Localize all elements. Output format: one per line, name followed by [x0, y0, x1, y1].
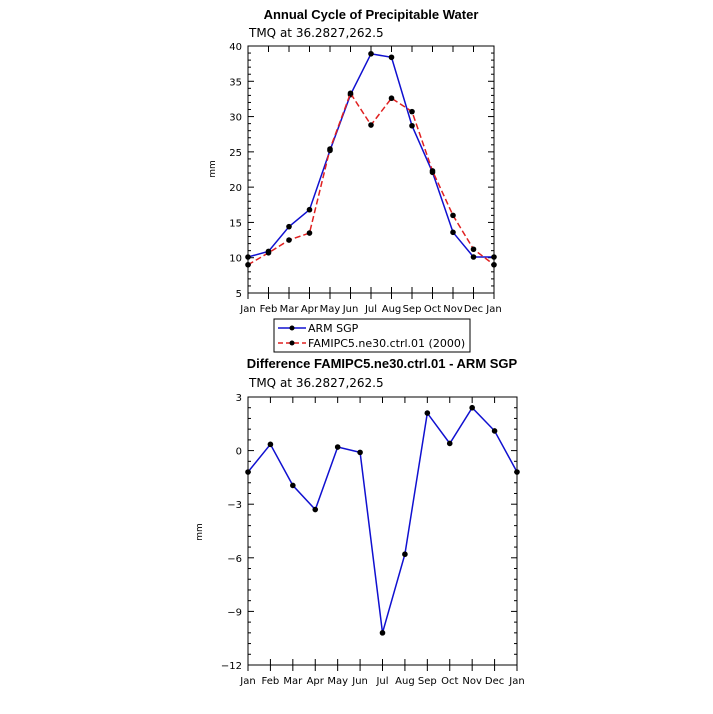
- chart1-xtick-label: Dec: [463, 304, 484, 315]
- chart1-xtick-label: Nov: [443, 304, 463, 315]
- chart1-series-1-point: [307, 207, 313, 213]
- chart2-xtick-label: Nov: [462, 676, 482, 687]
- legend-label-series-2: FAMIPC5.ne30.ctrl.01 (2000): [308, 337, 466, 350]
- chart1-ytick-label: 25: [229, 147, 242, 159]
- chart2-series-1-point: [357, 450, 363, 456]
- chart2-xtick-label: Apr: [306, 676, 324, 687]
- chart2-series-1-point: [335, 444, 341, 450]
- chart2-series-1-point: [447, 441, 453, 447]
- chart1-series-1-point: [491, 254, 497, 260]
- chart2-subtitle: TMQ at 36.2827,262.5: [249, 376, 384, 390]
- chart2-series-1-point: [380, 630, 386, 636]
- chart1-ylabel: mm: [208, 160, 218, 178]
- chart1-series-1-point: [245, 254, 251, 260]
- chart2-series-1-point: [469, 405, 475, 411]
- chart1-frame: [248, 46, 494, 293]
- chart1-series-1-point: [450, 230, 456, 236]
- chart1-series-2-point: [491, 262, 497, 268]
- chart2-plot: [221, 393, 525, 687]
- chart2-xtick-label: Jan: [240, 676, 256, 687]
- chart2-xtick-label: Jan: [509, 676, 525, 687]
- chart1-ytick-label: 15: [229, 218, 242, 230]
- chart2-series-1-point: [290, 483, 296, 489]
- chart2-series-1-point: [312, 507, 318, 513]
- chart2-series-1-point: [402, 551, 408, 557]
- chart1-xtick-label: Mar: [279, 304, 299, 315]
- chart2-xtick-label: Dec: [484, 676, 505, 687]
- chart1-series-2-point: [348, 90, 354, 96]
- chart1-ytick-label: 35: [229, 77, 242, 89]
- chart2-series-1-point: [245, 469, 251, 475]
- chart1-ytick-label: 40: [229, 42, 242, 53]
- chart1-series-2-line: [248, 93, 494, 264]
- chart1-series-2-point: [286, 237, 292, 243]
- chart1-ytick-label: 20: [229, 183, 242, 195]
- legend-marker-series-2: [290, 341, 295, 346]
- chart1-legend: [274, 319, 470, 352]
- chart2-ytick-label: 3: [235, 393, 242, 404]
- chart1-series-2-point: [327, 146, 333, 152]
- chart1-subtitle: TMQ at 36.2827,262.5: [249, 26, 384, 40]
- chart2-ylabel: mm: [195, 523, 205, 541]
- legend-marker-series-1: [290, 326, 295, 331]
- legend-label-series-1: ARM SGP: [308, 322, 359, 335]
- chart1-series-2-point: [307, 230, 313, 236]
- chart1-series-1-point: [471, 254, 477, 260]
- chart1-plot: [229, 42, 501, 315]
- chart2-xtick-label: Jun: [352, 676, 368, 687]
- chart1-xtick-label: Aug: [381, 304, 402, 315]
- chart2-xtick-label: May: [327, 676, 349, 687]
- chart1-xtick-label: Jul: [364, 304, 378, 315]
- chart2-series-1-line: [248, 408, 517, 633]
- chart2-xtick-label: Jul: [376, 676, 389, 687]
- chart1-ytick-label: 5: [235, 289, 242, 300]
- chart2-series-1-point: [268, 442, 274, 448]
- chart2-series-1-point: [425, 410, 431, 416]
- chart1-xtick-label: Feb: [259, 304, 278, 315]
- chart1-xtick-label: Jan: [240, 304, 256, 315]
- chart1-title: Annual Cycle of Precipitable Water: [263, 7, 479, 22]
- chart1-ytick-label: 10: [229, 253, 242, 265]
- chart2-ytick-label: 0: [235, 446, 242, 458]
- chart2-xtick-label: Mar: [283, 676, 303, 687]
- chart1-series-2-point: [409, 109, 415, 115]
- chart2-frame: [248, 397, 517, 665]
- chart2-series-1-point: [492, 428, 498, 434]
- chart1-series-1-point: [409, 123, 415, 129]
- chart2-xtick-label: Sep: [417, 676, 437, 687]
- chart2-ytick-label: −3: [227, 500, 242, 512]
- chart1-xtick-label: Oct: [423, 304, 442, 315]
- chart1-series-2-point: [245, 262, 251, 268]
- chart1-xtick-label: Jan: [486, 304, 502, 315]
- chart1-xtick-label: Apr: [300, 304, 319, 315]
- chart1-series-2-point: [266, 250, 272, 256]
- chart1-series-2-point: [471, 246, 477, 252]
- chart2-xtick-label: Feb: [261, 676, 280, 687]
- chart1-xtick-label: Jun: [342, 304, 359, 315]
- chart1-series-1-point: [389, 54, 395, 60]
- chart2-ytick-label: −12: [220, 661, 242, 672]
- chart2-title: Difference FAMIPC5.ne30.ctrl.01 - ARM SGP: [246, 356, 518, 371]
- chart2-xtick-label: Oct: [441, 676, 459, 687]
- chart1-series-1-point: [286, 224, 292, 230]
- chart1-series-2-point: [368, 122, 374, 128]
- chart2-ytick-label: −6: [227, 553, 242, 565]
- chart2-series-1-point: [514, 469, 520, 475]
- chart1-xtick-label: May: [319, 304, 341, 315]
- chart1-ytick-label: 30: [229, 112, 242, 124]
- chart1-xtick-label: Sep: [402, 304, 422, 315]
- chart1-series-1-point: [368, 51, 374, 57]
- chart2-ytick-label: −9: [227, 607, 242, 619]
- chart1-series-2-point: [430, 168, 436, 174]
- chart1-series-2-point: [389, 95, 395, 101]
- chart1-series-2-point: [450, 213, 456, 219]
- chart2-xtick-label: Aug: [395, 676, 415, 687]
- chart1-series-1-line: [248, 54, 494, 257]
